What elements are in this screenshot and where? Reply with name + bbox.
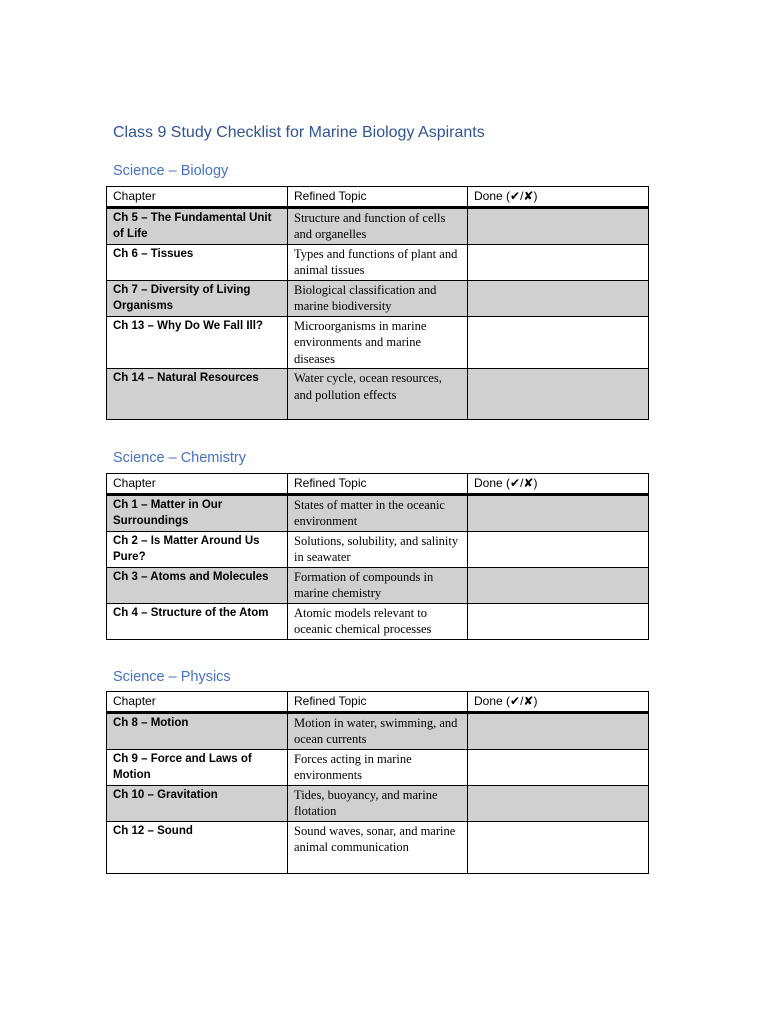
done-cell[interactable] [468, 603, 649, 639]
done-cell[interactable] [468, 712, 649, 749]
page-title: Class 9 Study Checklist for Marine Biology Aspirants [113, 124, 485, 141]
done-cell[interactable] [468, 494, 649, 531]
done-cell[interactable] [468, 749, 649, 785]
chapter-cell: Ch 13 – Why Do We Fall Ill? [107, 316, 288, 369]
topic-cell: States of matter in the oceanic environment [288, 494, 468, 531]
done-cell[interactable] [468, 531, 649, 567]
table-header-row [107, 474, 649, 495]
table-row [107, 207, 649, 244]
done-cell[interactable] [468, 244, 649, 280]
physics-table [106, 691, 649, 874]
done-cell[interactable] [468, 785, 649, 821]
section-heading-biology: Science – Biology [113, 163, 229, 179]
done-cell[interactable] [468, 567, 649, 603]
table-row [107, 749, 649, 785]
table-row [107, 785, 649, 821]
chapter-cell: Ch 12 – Sound [107, 821, 288, 873]
topic-cell: Sound waves, sonar, and marine animal communication [288, 821, 468, 873]
column-header-topic: Refined Topic [288, 474, 468, 495]
done-cell[interactable] [468, 369, 649, 420]
table-row [107, 316, 649, 369]
chapter-cell: Ch 9 – Force and Laws of Motion [107, 749, 288, 785]
topic-cell: Atomic models relevant to oceanic chemical processes [288, 603, 468, 639]
topic-cell: Structure and function of cells and organelles [288, 207, 468, 244]
done-cell[interactable] [468, 316, 649, 369]
chapter-cell: Ch 7 – Diversity of Living Organisms [107, 280, 288, 316]
table-row [107, 603, 649, 639]
table-header-row [107, 692, 649, 713]
topic-cell: Water cycle, ocean resources, and pollution effects [288, 369, 468, 420]
table-row [107, 369, 649, 420]
table-row [107, 531, 649, 567]
done-cell[interactable] [468, 207, 649, 244]
chapter-cell: Ch 14 – Natural Resources [107, 369, 288, 420]
topic-cell: Types and functions of plant and animal tissues [288, 244, 468, 280]
topic-cell: Tides, buoyancy, and marine flotation [288, 785, 468, 821]
chapter-cell: Ch 1 – Matter in Our Surroundings [107, 494, 288, 531]
topic-cell: Microorganisms in marine environments and marine diseases [288, 316, 468, 369]
column-header-chapter: Chapter [107, 474, 288, 495]
chapter-cell: Ch 6 – Tissues [107, 244, 288, 280]
chapter-cell: Ch 10 – Gravitation [107, 785, 288, 821]
topic-cell: Formation of compounds in marine chemistry [288, 567, 468, 603]
column-header-done: Done (✔/✘) [468, 187, 649, 208]
column-header-topic: Refined Topic [288, 692, 468, 713]
chapter-cell: Ch 2 – Is Matter Around Us Pure? [107, 531, 288, 567]
done-cell[interactable] [468, 280, 649, 316]
table-row [107, 567, 649, 603]
topic-cell: Biological classification and marine biodiversity [288, 280, 468, 316]
chapter-cell: Ch 5 – The Fundamental Unit of Life [107, 207, 288, 244]
chapter-cell: Ch 3 – Atoms and Molecules [107, 567, 288, 603]
done-cell[interactable] [468, 821, 649, 873]
topic-cell: Motion in water, swimming, and ocean currents [288, 712, 468, 749]
column-header-done: Done (✔/✘) [468, 474, 649, 495]
column-header-topic: Refined Topic [288, 187, 468, 208]
chapter-cell: Ch 4 – Structure of the Atom [107, 603, 288, 639]
topic-cell: Solutions, solubility, and salinity in seawater [288, 531, 468, 567]
chapter-cell: Ch 8 – Motion [107, 712, 288, 749]
biology-table [106, 186, 649, 420]
column-header-chapter: Chapter [107, 692, 288, 713]
table-row [107, 821, 649, 873]
column-header-done: Done (✔/✘) [468, 692, 649, 713]
column-header-chapter: Chapter [107, 187, 288, 208]
table-row [107, 712, 649, 749]
section-heading-physics: Science – Physics [113, 669, 231, 685]
table-row [107, 244, 649, 280]
table-row [107, 494, 649, 531]
table-header-row [107, 187, 649, 208]
chemistry-table [106, 473, 649, 640]
table-row [107, 280, 649, 316]
section-heading-chemistry: Science – Chemistry [113, 450, 246, 466]
topic-cell: Forces acting in marine environments [288, 749, 468, 785]
